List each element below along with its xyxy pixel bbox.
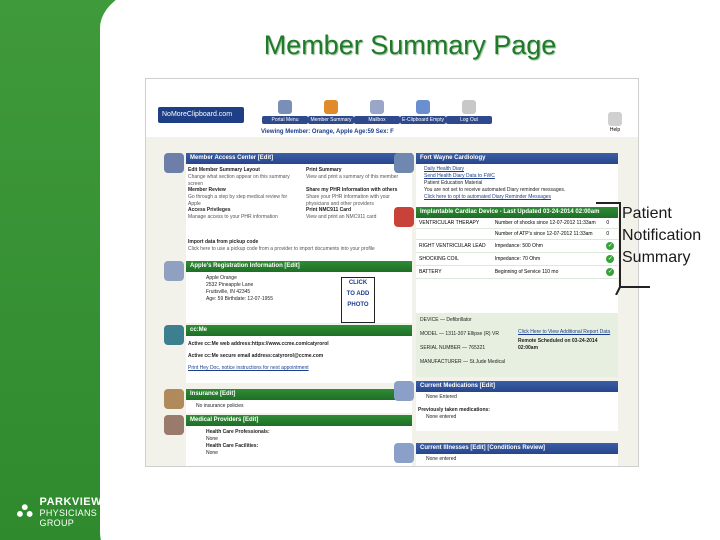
- insurance-icon: [164, 389, 184, 409]
- cardiology-header: Fort Wayne Cardiology: [416, 153, 618, 164]
- insurance-section: [186, 389, 412, 413]
- insurance-header[interactable]: Insurance [Edit]: [186, 389, 412, 400]
- report-box: [518, 329, 614, 352]
- registration-section: [186, 261, 412, 323]
- cardiology-list: Daily Health Diary Send Health Diary Data to FWC Patient Education Material You are not set to receive automated Diary reminder messages. Click here to opt to automated Diary Reminder Messages: [424, 166, 566, 200]
- ccme-web[interactable]: Active cc:Me web address:https://www.ccme.com/catyrorol: [188, 341, 329, 347]
- viewing-member: Viewing Member: Orange, Apple Age:59 Sex: F: [261, 129, 394, 135]
- nav-logout[interactable]: Log Out: [446, 100, 492, 124]
- table-row: BATTERY Beginning of Service 110 mo ✓: [416, 266, 618, 279]
- member-access-center: [186, 153, 412, 261]
- ccme-print[interactable]: Print Hey Doc, notice instructions for next appointment: [188, 365, 309, 371]
- access-header[interactable]: Member Access Center [Edit]: [186, 153, 412, 164]
- access-item-desc: Change what section appear on this summary screen: [188, 174, 290, 187]
- table-row: VENTRICULAR THERAPY Number of shocks since 12-07-2012 11:33am 0: [416, 218, 618, 229]
- check-icon: ✓: [607, 243, 613, 249]
- nav-eclipboard[interactable]: E-Clipboard Empty: [400, 100, 446, 124]
- access-item-title[interactable]: Print Summary: [306, 167, 342, 173]
- registration-info: [206, 275, 273, 303]
- access-item-title[interactable]: Print NMC911 Card: [306, 207, 352, 213]
- ccme-email[interactable]: Active cc:Me secure email address:catyrorol@ccme.com: [188, 353, 324, 359]
- access-item-desc: Share your PHR information with your physicians and other providers: [306, 194, 390, 207]
- access-col-left: [188, 167, 296, 227]
- clipboard-icon: [416, 100, 430, 114]
- reg-address: 2532 Pineapple Lane: [206, 282, 254, 288]
- help-button[interactable]: Help: [606, 112, 624, 133]
- reg-name: Apple Orange: [206, 275, 237, 281]
- device-info-list: DEVICE — Defibrillator MODEL — 1311-307 Ellipse (R) VR SERIAL NUMBER — 765321 MANUFACTURER — St.Jude Medical: [420, 317, 506, 365]
- nav-portal-menu[interactable]: Portal Menu: [262, 100, 308, 124]
- pills-icon: [394, 381, 414, 401]
- insurance-row: No insurance policies: [196, 403, 244, 409]
- leaf-icon: [16, 503, 34, 521]
- lock-icon: [164, 153, 184, 173]
- reg-age: Age: 59 Birthdate: 12-07-1955: [206, 296, 273, 302]
- access-item-desc: View and print a summary of this member: [306, 174, 399, 180]
- nav-member-summary[interactable]: Member Summary: [308, 100, 354, 124]
- providers-header[interactable]: Medical Providers [Edit]: [186, 415, 412, 426]
- providers-section: [186, 415, 412, 466]
- door-icon: [462, 100, 476, 114]
- app-header: [146, 79, 638, 137]
- menu-icon: [278, 100, 292, 114]
- providers-rows: Health Care Professionals: None Health Care Facilities: None: [206, 429, 270, 456]
- check-icon: ✓: [607, 256, 613, 262]
- access-item-title[interactable]: Member Review: [188, 187, 226, 193]
- device-info: [416, 313, 618, 377]
- mail-icon: [370, 100, 384, 114]
- meds-header[interactable]: Current Medications [Edit]: [416, 381, 618, 392]
- access-item-desc: View and print an NMC911 card: [306, 214, 377, 220]
- illness-icon: [394, 443, 414, 463]
- medications-section: Current Medications [Edit] None Entered Previously taken medications: None entered: [416, 381, 618, 431]
- ccme-rows: [188, 341, 329, 372]
- table-row: RIGHT VENTRICULAR LEAD Impedance: 500 Ohm ✓: [416, 240, 618, 253]
- sidebar-curve: [100, 0, 132, 540]
- heart-icon: [394, 207, 414, 227]
- caduceus-icon: [394, 153, 414, 173]
- nav-mailbox[interactable]: Mailbox: [354, 100, 400, 124]
- access-import: [188, 239, 408, 253]
- access-item-title[interactable]: Import data from pickup code: [188, 239, 259, 245]
- table-row: SHOCKING COIL Impedance: 70 Ohm ✓: [416, 253, 618, 266]
- patient-notification-callout: Patient Notification Summary: [622, 205, 702, 266]
- green-sidebar: [0, 0, 132, 540]
- add-photo-button[interactable]: CLICK TO ADD PHOTO: [341, 277, 375, 323]
- ccme-section: [186, 325, 412, 383]
- screenshot-panel: [145, 78, 639, 467]
- access-item-title[interactable]: Share my PHR Information with others: [306, 187, 398, 193]
- doctor-icon: [164, 415, 184, 435]
- access-item-title[interactable]: Access Privileges: [188, 207, 231, 213]
- logo-line2: PHYSICIANS GROUP: [39, 508, 98, 528]
- brand-logo[interactable]: NoMoreClipboard.com: [158, 107, 244, 123]
- parkview-logo: [16, 496, 132, 528]
- remote-scheduled: Remote Scheduled on 03-24-2014 02:00am: [518, 338, 598, 351]
- access-item-desc: Click here to use a pickup code from a provider to import documents into your profile: [188, 246, 375, 252]
- table-row: Number of ATP's since 12-07-2012 11:33am 0: [416, 229, 618, 240]
- view-report-link[interactable]: Click Here to View Additional Report Data: [518, 329, 611, 335]
- access-item-desc: Go through a step by step medical review for Apple: [188, 194, 288, 207]
- illness-header[interactable]: Current Illnesses [Edit] [Conditions Review]: [416, 443, 618, 454]
- access-item-title[interactable]: Edit Member Summary Layout: [188, 167, 260, 173]
- illnesses-section: Current Illnesses [Edit] [Conditions Review] None entered: [416, 443, 618, 466]
- help-icon: [608, 112, 622, 126]
- logo-line1: PARKVIEW: [39, 496, 103, 508]
- registration-header[interactable]: Apple's Registration Information [Edit]: [186, 261, 412, 272]
- device-header: Implantable Cardiac Device - Last Updated 03-24-2014 02:00am: [416, 207, 618, 218]
- page-title: Member Summary Page: [263, 30, 557, 60]
- ccme-icon: [164, 325, 184, 345]
- person-icon: [324, 100, 338, 114]
- reg-city: Fruitsville, IN 42345: [206, 289, 251, 295]
- form-icon: [164, 261, 184, 281]
- check-icon: ✓: [607, 269, 613, 275]
- ccme-header: cc:Me: [186, 325, 412, 336]
- access-item-desc: Manage access to your PHR information: [188, 214, 278, 220]
